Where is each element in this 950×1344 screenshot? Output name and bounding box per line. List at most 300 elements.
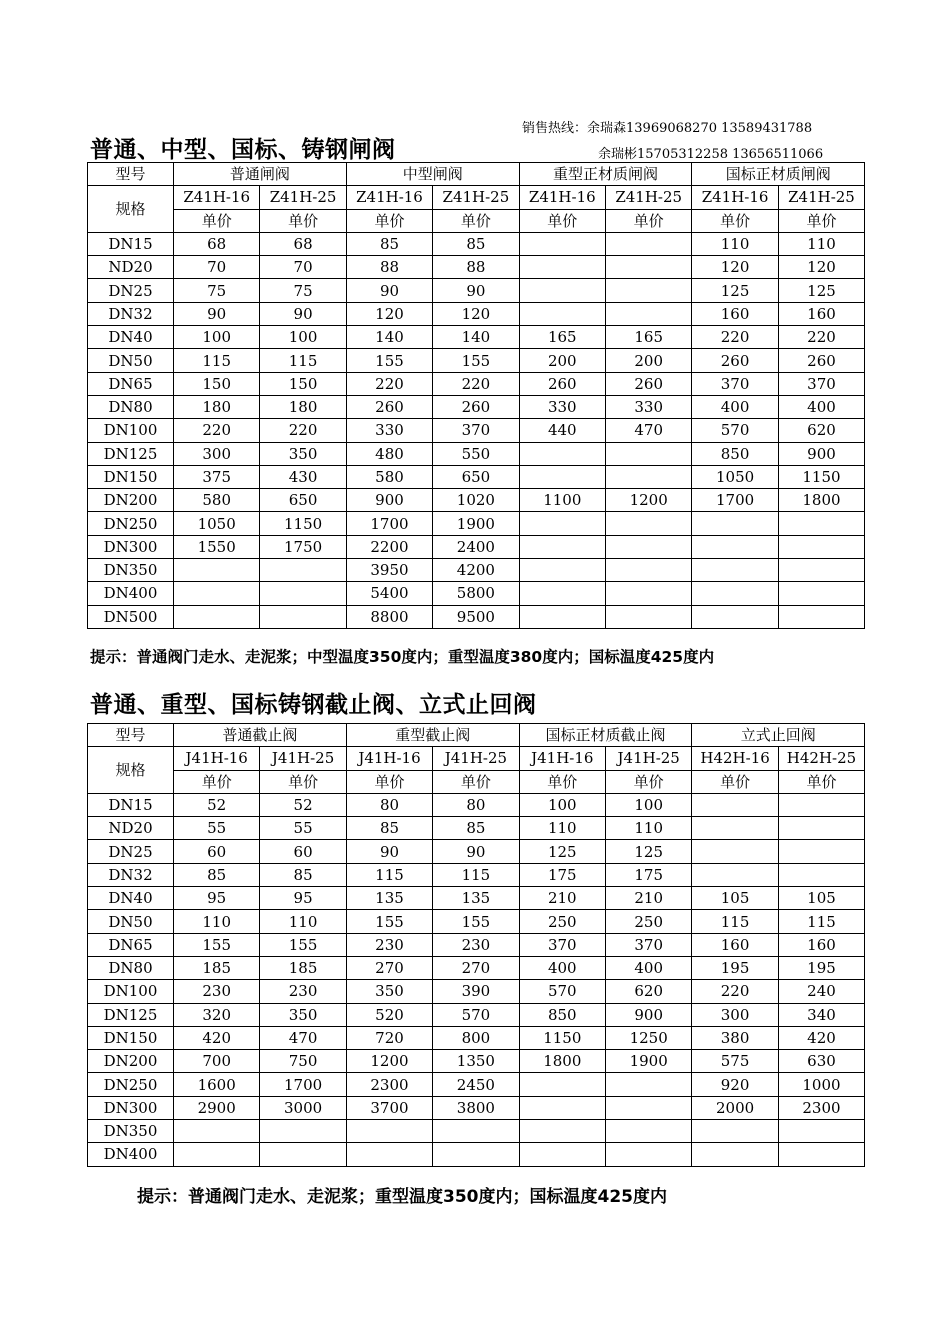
price-cell: 135 — [433, 887, 519, 910]
price-cell: 175 — [605, 863, 691, 886]
size-cell: DN350 — [88, 1120, 174, 1143]
price-cell: 230 — [346, 933, 432, 956]
price-cell: 375 — [174, 465, 260, 488]
table-row — [88, 465, 865, 488]
price-cell: 260 — [692, 349, 778, 372]
price-cell: 1150 — [519, 1026, 605, 1049]
group-header: 普通截止阀 — [174, 724, 347, 747]
price-cell: 850 — [692, 442, 778, 465]
price-cell: 155 — [174, 933, 260, 956]
price-cell: 320 — [174, 1003, 260, 1026]
price-cell — [692, 840, 778, 863]
size-cell: DN40 — [88, 326, 174, 349]
price-cell — [692, 582, 778, 605]
price-cell — [605, 465, 691, 488]
price-cell: 1250 — [605, 1026, 691, 1049]
sales-hotline-2: 余瑞彬15705312258 13656511066 — [598, 147, 824, 162]
price-cell — [778, 535, 864, 558]
price-cell: 125 — [519, 840, 605, 863]
price-cell: 100 — [519, 793, 605, 816]
price-cell — [778, 863, 864, 886]
unit-price-label: 单价 — [692, 209, 778, 232]
price-cell — [778, 817, 864, 840]
price-cell — [519, 1120, 605, 1143]
size-cell: DN350 — [88, 559, 174, 582]
price-cell: 250 — [519, 910, 605, 933]
size-cell: DN50 — [88, 910, 174, 933]
price-cell — [692, 512, 778, 535]
table-row — [88, 512, 865, 535]
price-cell: 390 — [433, 980, 519, 1003]
unit-price-label: 单价 — [346, 770, 432, 793]
table-row — [88, 326, 865, 349]
table-row — [88, 1120, 865, 1143]
price-cell: 260 — [605, 372, 691, 395]
price-cell: 2300 — [346, 1073, 432, 1096]
unit-price-label: 单价 — [519, 209, 605, 232]
model-header: H42H-25 — [778, 747, 864, 770]
price-cell: 120 — [692, 256, 778, 279]
price-cell — [692, 535, 778, 558]
price-cell: 3950 — [346, 559, 432, 582]
price-cell — [605, 605, 691, 628]
price-cell: 88 — [346, 256, 432, 279]
price-cell: 9500 — [433, 605, 519, 628]
size-cell: DN25 — [88, 279, 174, 302]
price-cell: 1200 — [346, 1050, 432, 1073]
size-cell: DN125 — [88, 1003, 174, 1026]
price-cell: 60 — [260, 840, 346, 863]
table-row — [88, 863, 865, 886]
gate-valve-price-table — [87, 162, 865, 629]
globe-valve-note: 提示：普通阀门走水、走泥浆；重型温度350度内；国标温度425度内 — [137, 1187, 667, 1207]
size-cell: DN125 — [88, 442, 174, 465]
price-cell: 750 — [260, 1050, 346, 1073]
group-header: 国标正材质截止阀 — [519, 724, 692, 747]
price-cell: 370 — [692, 372, 778, 395]
price-cell — [433, 1120, 519, 1143]
price-cell: 55 — [174, 817, 260, 840]
price-cell: 105 — [692, 887, 778, 910]
price-cell: 85 — [433, 232, 519, 255]
size-cell: DN32 — [88, 302, 174, 325]
gate-valve-title: 普通、中型、国标、铸钢闸阀 — [90, 137, 396, 163]
unit-price-label: 单价 — [519, 770, 605, 793]
model-header: Z41H-16 — [346, 186, 432, 209]
group-header: 重型正材质闸阀 — [519, 163, 692, 186]
price-cell: 120 — [433, 302, 519, 325]
price-cell: 350 — [346, 980, 432, 1003]
size-cell: ND20 — [88, 817, 174, 840]
price-cell: 110 — [605, 817, 691, 840]
price-cell: 95 — [174, 887, 260, 910]
price-cell — [605, 442, 691, 465]
price-cell: 120 — [778, 256, 864, 279]
price-cell: 570 — [519, 980, 605, 1003]
price-cell: 1550 — [174, 535, 260, 558]
price-cell: 85 — [346, 232, 432, 255]
price-cell — [778, 793, 864, 816]
price-cell: 195 — [778, 956, 864, 979]
price-cell: 800 — [433, 1026, 519, 1049]
price-cell: 68 — [260, 232, 346, 255]
price-cell — [605, 512, 691, 535]
price-cell: 165 — [519, 326, 605, 349]
price-cell: 68 — [174, 232, 260, 255]
price-cell: 115 — [260, 349, 346, 372]
size-cell: DN25 — [88, 840, 174, 863]
price-cell: 1000 — [778, 1073, 864, 1096]
model-header: Z41H-16 — [174, 186, 260, 209]
price-cell — [692, 793, 778, 816]
group-header: 立式止回阀 — [692, 724, 865, 747]
price-cell — [433, 1143, 519, 1166]
price-cell — [605, 279, 691, 302]
price-cell — [605, 535, 691, 558]
price-cell: 580 — [346, 465, 432, 488]
unit-price-label: 单价 — [692, 770, 778, 793]
spec-label: 规格 — [88, 747, 174, 794]
header-row-models — [88, 747, 865, 770]
price-cell: 2000 — [692, 1096, 778, 1119]
price-cell: 185 — [260, 956, 346, 979]
price-cell: 370 — [605, 933, 691, 956]
price-cell: 1800 — [519, 1050, 605, 1073]
unit-price-label: 单价 — [260, 209, 346, 232]
price-cell: 90 — [346, 840, 432, 863]
price-cell — [519, 1073, 605, 1096]
price-cell — [692, 817, 778, 840]
size-cell: DN100 — [88, 419, 174, 442]
price-cell: 90 — [433, 840, 519, 863]
price-cell: 210 — [519, 887, 605, 910]
price-cell: 370 — [433, 419, 519, 442]
table-row — [88, 349, 865, 372]
price-cell: 220 — [692, 326, 778, 349]
globe-valve-title: 普通、重型、国标铸钢截止阀、立式止回阀 — [90, 692, 537, 718]
table-row — [88, 887, 865, 910]
group-header: 普通闸阀 — [174, 163, 347, 186]
price-cell: 400 — [778, 395, 864, 418]
price-cell: 1200 — [605, 489, 691, 512]
price-cell — [519, 256, 605, 279]
price-cell: 220 — [260, 419, 346, 442]
unit-price-label: 单价 — [605, 770, 691, 793]
group-header: 重型截止阀 — [346, 724, 519, 747]
price-cell: 470 — [605, 419, 691, 442]
price-cell: 90 — [260, 302, 346, 325]
header-row-unit — [88, 770, 865, 793]
price-cell: 200 — [605, 349, 691, 372]
price-cell — [778, 840, 864, 863]
price-cell: 1700 — [346, 512, 432, 535]
price-cell — [519, 465, 605, 488]
price-cell: 420 — [174, 1026, 260, 1049]
price-cell: 80 — [346, 793, 432, 816]
table-row — [88, 1143, 865, 1166]
table-row — [88, 535, 865, 558]
price-cell — [778, 1120, 864, 1143]
price-cell — [174, 605, 260, 628]
price-cell — [260, 559, 346, 582]
price-cell — [519, 535, 605, 558]
price-cell: 220 — [692, 980, 778, 1003]
price-cell: 185 — [174, 956, 260, 979]
price-cell: 110 — [260, 910, 346, 933]
price-cell: 4200 — [433, 559, 519, 582]
price-cell: 300 — [174, 442, 260, 465]
model-header: J41H-16 — [519, 747, 605, 770]
price-cell: 100 — [260, 326, 346, 349]
price-cell — [519, 559, 605, 582]
price-cell: 2450 — [433, 1073, 519, 1096]
price-cell: 200 — [519, 349, 605, 372]
size-cell: DN15 — [88, 232, 174, 255]
table-row — [88, 933, 865, 956]
table-row — [88, 372, 865, 395]
unit-price-label: 单价 — [346, 209, 432, 232]
price-cell: 155 — [346, 349, 432, 372]
size-cell: DN150 — [88, 465, 174, 488]
price-cell: 180 — [260, 395, 346, 418]
price-cell: 5800 — [433, 582, 519, 605]
price-cell: 70 — [260, 256, 346, 279]
price-cell: 480 — [346, 442, 432, 465]
price-cell: 570 — [433, 1003, 519, 1026]
price-cell — [519, 442, 605, 465]
model-header: J41H-25 — [433, 747, 519, 770]
size-cell: DN32 — [88, 863, 174, 886]
price-cell: 1350 — [433, 1050, 519, 1073]
price-cell: 110 — [778, 232, 864, 255]
price-cell: 90 — [433, 279, 519, 302]
price-cell: 220 — [778, 326, 864, 349]
price-cell: 75 — [260, 279, 346, 302]
price-cell: 75 — [174, 279, 260, 302]
price-cell — [692, 1120, 778, 1143]
price-cell: 440 — [519, 419, 605, 442]
table-row — [88, 302, 865, 325]
price-cell — [519, 582, 605, 605]
price-cell: 115 — [778, 910, 864, 933]
size-cell: DN500 — [88, 605, 174, 628]
price-cell — [692, 559, 778, 582]
price-cell: 270 — [346, 956, 432, 979]
price-cell: 270 — [433, 956, 519, 979]
price-cell: 160 — [692, 933, 778, 956]
size-cell: DN250 — [88, 512, 174, 535]
price-cell: 52 — [260, 793, 346, 816]
price-cell — [519, 512, 605, 535]
price-cell — [519, 232, 605, 255]
model-header: J41H-25 — [605, 747, 691, 770]
price-cell — [519, 1096, 605, 1119]
price-cell: 140 — [346, 326, 432, 349]
sales-hotline-1: 销售热线：余瑞森13969068270 13589431788 — [522, 121, 813, 136]
price-cell: 1700 — [260, 1073, 346, 1096]
price-cell: 550 — [433, 442, 519, 465]
size-cell: DN300 — [88, 535, 174, 558]
price-cell: 2900 — [174, 1096, 260, 1119]
price-cell: 650 — [433, 465, 519, 488]
table-row — [88, 840, 865, 863]
price-cell: 260 — [346, 395, 432, 418]
price-cell: 900 — [605, 1003, 691, 1026]
price-cell: 55 — [260, 817, 346, 840]
unit-price-label: 单价 — [260, 770, 346, 793]
unit-price-label: 单价 — [174, 209, 260, 232]
price-cell: 160 — [778, 302, 864, 325]
group-header: 中型闸阀 — [346, 163, 519, 186]
price-cell: 230 — [174, 980, 260, 1003]
price-cell — [519, 302, 605, 325]
model-header: Z41H-25 — [605, 186, 691, 209]
price-cell: 230 — [433, 933, 519, 956]
price-cell: 135 — [346, 887, 432, 910]
table-row — [88, 910, 865, 933]
price-cell — [346, 1120, 432, 1143]
size-cell: DN200 — [88, 489, 174, 512]
price-cell: 1150 — [260, 512, 346, 535]
price-cell: 570 — [692, 419, 778, 442]
price-cell: 85 — [433, 817, 519, 840]
price-cell — [605, 1073, 691, 1096]
table-row — [88, 582, 865, 605]
header-row-groups — [88, 163, 865, 186]
size-cell: DN400 — [88, 1143, 174, 1166]
price-cell: 900 — [778, 442, 864, 465]
price-cell: 125 — [778, 279, 864, 302]
table-row — [88, 395, 865, 418]
price-cell: 370 — [778, 372, 864, 395]
price-cell: 115 — [174, 349, 260, 372]
table-row — [88, 419, 865, 442]
price-cell: 155 — [433, 910, 519, 933]
model-header: J41H-25 — [260, 747, 346, 770]
price-cell: 330 — [519, 395, 605, 418]
price-cell: 620 — [605, 980, 691, 1003]
unit-price-label: 单价 — [174, 770, 260, 793]
globe-valve-price-table — [87, 723, 865, 1167]
type-label: 型号 — [88, 724, 174, 747]
size-cell: DN300 — [88, 1096, 174, 1119]
price-cell: 260 — [778, 349, 864, 372]
price-cell — [778, 582, 864, 605]
price-cell: 90 — [346, 279, 432, 302]
size-cell: DN15 — [88, 793, 174, 816]
price-cell: 260 — [519, 372, 605, 395]
price-cell: 400 — [519, 956, 605, 979]
model-header: H42H-16 — [692, 747, 778, 770]
group-header: 国标正材质闸阀 — [692, 163, 865, 186]
price-cell — [605, 1120, 691, 1143]
price-cell — [778, 559, 864, 582]
price-cell: 330 — [346, 419, 432, 442]
price-cell: 60 — [174, 840, 260, 863]
price-cell: 220 — [433, 372, 519, 395]
price-cell: 850 — [519, 1003, 605, 1026]
price-cell — [605, 559, 691, 582]
price-cell: 125 — [605, 840, 691, 863]
size-cell: DN150 — [88, 1026, 174, 1049]
price-cell: 155 — [346, 910, 432, 933]
price-cell: 85 — [346, 817, 432, 840]
price-cell: 85 — [260, 863, 346, 886]
price-cell: 110 — [519, 817, 605, 840]
table-row — [88, 489, 865, 512]
size-cell: DN400 — [88, 582, 174, 605]
price-cell: 100 — [605, 793, 691, 816]
price-cell: 400 — [605, 956, 691, 979]
price-cell — [605, 256, 691, 279]
size-cell: DN65 — [88, 372, 174, 395]
price-cell: 1100 — [519, 489, 605, 512]
price-cell — [260, 1120, 346, 1143]
size-cell: DN80 — [88, 956, 174, 979]
price-cell: 105 — [778, 887, 864, 910]
price-cell: 350 — [260, 442, 346, 465]
table-row — [88, 232, 865, 255]
table-row — [88, 793, 865, 816]
price-cell: 52 — [174, 793, 260, 816]
price-cell: 370 — [519, 933, 605, 956]
price-cell: 1600 — [174, 1073, 260, 1096]
price-cell: 110 — [692, 232, 778, 255]
header-row-groups — [88, 724, 865, 747]
price-cell: 300 — [692, 1003, 778, 1026]
type-label: 型号 — [88, 163, 174, 186]
price-cell — [174, 1143, 260, 1166]
price-cell: 220 — [174, 419, 260, 442]
price-cell: 115 — [346, 863, 432, 886]
price-cell: 175 — [519, 863, 605, 886]
price-cell: 700 — [174, 1050, 260, 1073]
price-cell: 650 — [260, 489, 346, 512]
price-cell — [692, 1143, 778, 1166]
price-cell: 720 — [346, 1026, 432, 1049]
unit-price-label: 单价 — [433, 770, 519, 793]
model-header: Z41H-16 — [519, 186, 605, 209]
price-cell: 2400 — [433, 535, 519, 558]
price-cell: 1750 — [260, 535, 346, 558]
table-row — [88, 1003, 865, 1026]
price-cell — [778, 1143, 864, 1166]
price-cell: 430 — [260, 465, 346, 488]
size-cell: ND20 — [88, 256, 174, 279]
price-cell: 1050 — [692, 465, 778, 488]
size-cell: DN40 — [88, 887, 174, 910]
price-cell: 8800 — [346, 605, 432, 628]
price-cell — [605, 232, 691, 255]
size-cell: DN100 — [88, 980, 174, 1003]
price-cell: 150 — [174, 372, 260, 395]
table-row — [88, 817, 865, 840]
price-cell: 380 — [692, 1026, 778, 1049]
price-cell: 920 — [692, 1073, 778, 1096]
unit-price-label: 单价 — [778, 770, 864, 793]
price-cell: 2300 — [778, 1096, 864, 1119]
header-row-unit — [88, 209, 865, 232]
price-cell: 80 — [433, 793, 519, 816]
table-row — [88, 1026, 865, 1049]
table-row — [88, 1096, 865, 1119]
table-row — [88, 605, 865, 628]
price-cell: 260 — [433, 395, 519, 418]
price-cell: 3700 — [346, 1096, 432, 1119]
price-cell — [519, 1143, 605, 1166]
unit-price-label: 单价 — [778, 209, 864, 232]
price-cell: 3000 — [260, 1096, 346, 1119]
